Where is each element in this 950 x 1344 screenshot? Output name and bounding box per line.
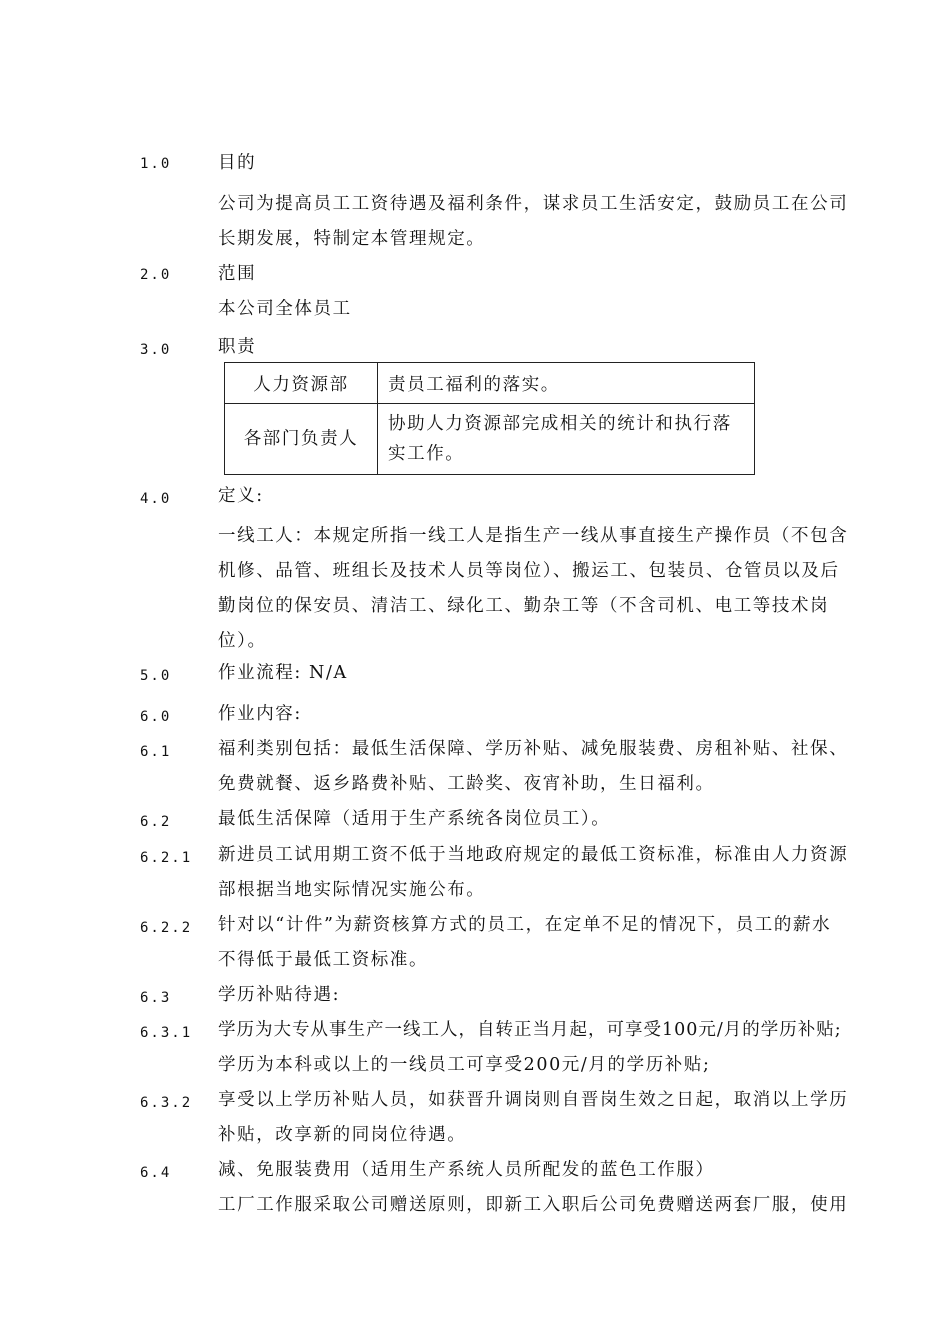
section-body [218,1083,858,1153]
text-line: 减、免服装费用（适用生产系统人员所配发的蓝色工作服） [218,1160,715,1180]
text-line: 学历为大专从事生产一线工人，自转正当月起，可享受100元/月的学历补贴; [218,1020,842,1040]
table-cell-role: 各部门负责人 [225,404,378,475]
text-line: 勤岗位的保安员、清洁工、绿化工、勤杂工等（不含司机、电工等技术岗 [218,596,830,616]
text-line: 一线工人：本规定所指一线工人是指生产一线从事直接生产操作员（不包含 [218,526,849,546]
table-row [225,404,755,475]
section-title: 定义: [218,486,264,506]
section-number: 3.0 [140,342,172,358]
text-line: 享受以上学历补贴人员，如获晋升调岗则自晋岗生效之日起，取消以上学历 [218,1090,849,1110]
section-number: 6.1 [140,744,172,760]
text-line: 责员工福利的落实。 [388,374,560,395]
text-line: 长期发展，特制定本管理规定。 [218,229,486,249]
section-title: 作业内容: [218,704,302,724]
section-number: 2.0 [140,267,172,283]
section-number: 6.3.1 [140,1025,193,1041]
text-line: 公司为提高员工工资待遇及福利条件，谋求员工生活安定，鼓励员工在公司 [218,194,849,214]
text-line: 学历为本科或以上的一线员工可享受200元/月的学历补贴; [218,1055,711,1075]
section-number: 6.2.2 [140,920,193,936]
section-title: 目的 [218,153,257,173]
section-number: 6.3 [140,990,172,1006]
section-number: 4.0 [140,491,172,507]
text-line: 针对以“计件”为薪资核算方式的员工，在定单不足的情况下，员工的薪水 [218,915,832,935]
responsibility-table [224,362,755,475]
text-line: 免费就餐、返乡路费补贴、工龄奖、夜宵补助，生日福利。 [218,774,715,794]
text-line: 协助人力资源部完成相关的统计和执行落 [388,414,732,434]
text-line: 最低生活保障（适用于生产系统各岗位员工）。 [218,809,611,829]
text-line: 不得低于最低工资标准。 [218,950,429,970]
section-body [218,187,858,257]
text-line: 机修、品管、班组长及技术人员等岗位）、搬运工、包装员、仓管员以及后 [218,561,840,581]
table-cell-role: 人力资源部 [225,363,378,404]
section-number: 6.2.1 [140,850,193,866]
text-line: 福利类别包括：最低生活保障、学历补贴、减免服装费、房租补贴、社保、 [218,739,849,759]
section-body [218,1013,858,1083]
section-body [218,802,858,837]
section-number: 1.0 [140,156,172,172]
text-line: 补贴，改享新的同岗位待遇。 [218,1125,467,1145]
table-cell-duty [378,363,755,404]
text-line: 实工作。 [388,444,465,464]
section-body [218,519,858,659]
section-body [218,908,858,978]
section-body [218,838,858,908]
text-line: 学历补贴待遇: [218,985,341,1005]
table-cell-duty [378,404,755,475]
table-row [225,363,755,404]
section-body [218,732,858,802]
text-line: 本公司全体员工 [218,299,352,319]
section-body [218,1153,858,1223]
text-line: 新进员工试用期工资不低于当地政府规定的最低工资标准，标准由人力资源 [218,845,849,865]
section-number: 6.3.2 [140,1095,193,1111]
section-number: 5.0 [140,668,172,684]
section-title: 范围 [218,264,257,284]
section-body [218,978,858,1013]
section-number: 6.0 [140,709,172,725]
section-title: 作业流程: N/A [218,663,348,683]
section-body [218,292,858,327]
text-line: 部根据当地实际情况实施公布。 [218,880,486,900]
section-number: 6.2 [140,814,172,830]
section-title: 职责 [218,337,257,357]
text-line: 工厂工作服采取公司赠送原则，即新工入职后公司免费赠送两套厂服，使用 [218,1195,849,1215]
text-line: 位）。 [218,631,267,651]
section-number: 6.4 [140,1165,172,1181]
